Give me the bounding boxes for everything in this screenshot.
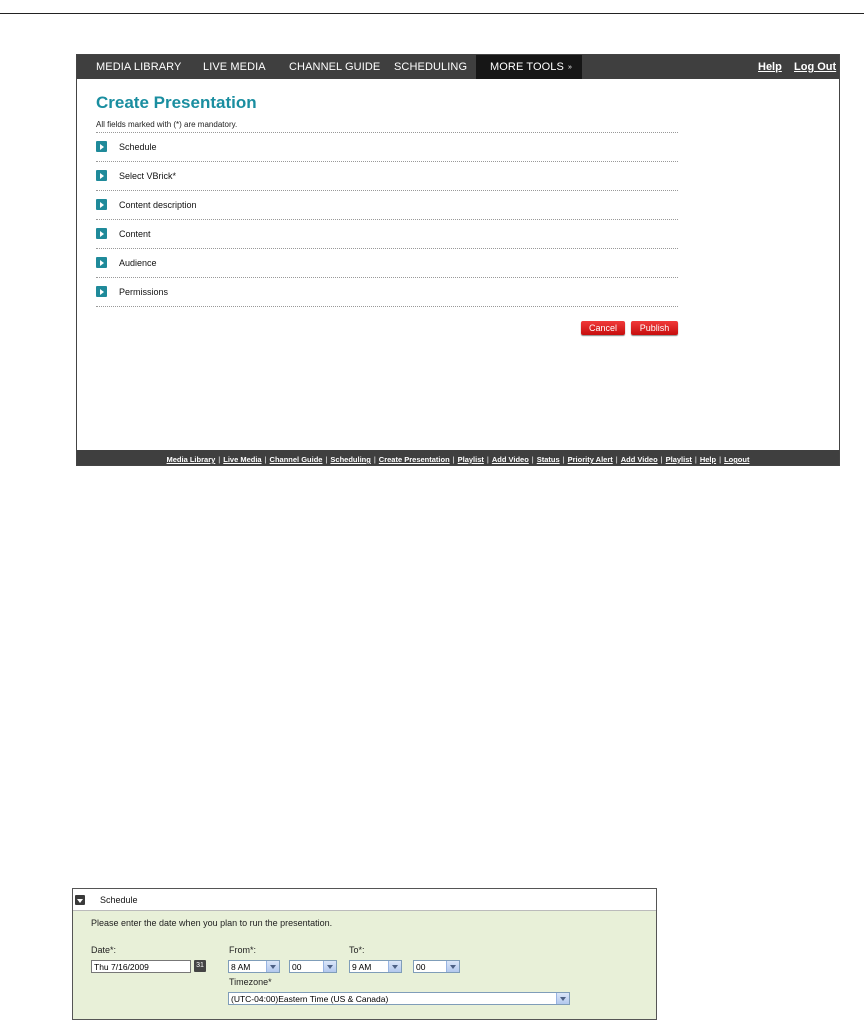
dropdown-arrow-icon — [323, 961, 336, 972]
footer-create-presentation[interactable]: Create Presentation — [378, 455, 450, 464]
expand-arrow-icon — [96, 286, 107, 297]
footer-media-library[interactable]: Media Library — [166, 455, 216, 464]
schedule-title: Schedule — [100, 895, 138, 905]
section-content[interactable] — [96, 220, 678, 249]
to-hour-value: 9 AM — [352, 962, 372, 972]
footer-separator: | — [264, 455, 267, 464]
nav-channel-guide[interactable]: CHANNEL GUIDE — [289, 61, 381, 73]
expand-arrow-icon — [96, 228, 107, 239]
section-label: Schedule — [119, 142, 157, 152]
footer-separator: | — [660, 455, 663, 464]
footer-scheduling[interactable]: Scheduling — [330, 455, 371, 464]
calendar-icon[interactable]: 31 — [194, 960, 206, 972]
footer-add-video-2[interactable]: Add Video — [620, 455, 658, 464]
dropdown-arrow-icon — [556, 993, 569, 1004]
footer-separator: | — [531, 455, 534, 464]
from-minute-value: 00 — [292, 962, 302, 972]
footer-logout[interactable]: Logout — [724, 455, 750, 464]
nav-more-tools[interactable] — [476, 55, 582, 79]
expand-arrow-icon — [96, 141, 107, 152]
nav-more-tools-label: MORE TOOLS — [490, 61, 564, 73]
dropdown-arrow-icon — [388, 961, 401, 972]
section-select-vbrick[interactable] — [96, 162, 678, 191]
footer-channel-guide[interactable]: Channel Guide — [269, 455, 323, 464]
help-link[interactable]: Help — [758, 61, 782, 73]
mandatory-note: All fields marked with (*) are mandatory. — [96, 120, 238, 129]
section-content-description[interactable] — [96, 191, 678, 220]
from-label: From*: — [229, 945, 256, 955]
section-label: Select VBrick* — [119, 171, 177, 181]
publish-button[interactable]: Publish — [631, 321, 678, 335]
top-navbar — [77, 55, 839, 79]
footer-separator: | — [615, 455, 618, 464]
dropdown-arrow-icon — [266, 961, 279, 972]
expand-arrow-icon — [96, 170, 107, 181]
nav-live-media[interactable]: LIVE MEDIA — [203, 61, 266, 73]
footer-add-video[interactable]: Add Video — [491, 455, 529, 464]
footer-separator: | — [218, 455, 221, 464]
date-field[interactable]: Thu 7/16/2009 — [91, 960, 191, 973]
timezone-select[interactable] — [228, 992, 570, 1005]
section-label: Audience — [119, 258, 157, 268]
section-list — [96, 132, 678, 307]
section-label: Permissions — [119, 287, 169, 297]
footer-priority-alert[interactable]: Priority Alert — [567, 455, 613, 464]
nav-media-library[interactable]: MEDIA LIBRARY — [96, 61, 182, 73]
footer-playlist-2[interactable]: Playlist — [665, 455, 692, 464]
footer-help[interactable]: Help — [699, 455, 717, 464]
footer-separator: | — [452, 455, 455, 464]
section-audience[interactable] — [96, 249, 678, 278]
create-presentation-screen — [76, 54, 840, 466]
timezone-label: Timezone* — [229, 977, 272, 987]
timezone-value: (UTC-04:00)Eastern Time (US & Canada) — [231, 994, 389, 1004]
to-minute-value: 00 — [416, 962, 426, 972]
page-top-rule — [0, 13, 864, 14]
from-hour-select[interactable] — [228, 960, 280, 973]
schedule-instructions: Please enter the date when you plan to run the presentation. — [91, 918, 333, 928]
from-hour-value: 8 AM — [231, 962, 251, 972]
page-title: Create Presentation — [96, 93, 257, 112]
footer-separator: | — [562, 455, 565, 464]
cancel-button[interactable]: Cancel — [581, 321, 625, 335]
footer-separator: | — [486, 455, 489, 464]
footer-status[interactable]: Status — [536, 455, 560, 464]
section-label: Content — [119, 229, 151, 239]
expand-arrow-icon — [96, 199, 107, 210]
footer-separator: | — [325, 455, 328, 464]
section-label: Content description — [119, 200, 197, 210]
to-minute-select[interactable] — [413, 960, 460, 973]
collapse-arrow-icon[interactable] — [75, 895, 85, 905]
more-tools-chevron-icon: » — [567, 64, 572, 71]
nav-scheduling[interactable]: SCHEDULING — [394, 61, 468, 73]
dropdown-arrow-icon — [446, 961, 459, 972]
from-minute-select[interactable] — [289, 960, 337, 973]
footer-separator: | — [719, 455, 722, 464]
footer-separator: | — [694, 455, 697, 464]
section-schedule[interactable] — [96, 133, 678, 162]
date-label: Date*: — [91, 945, 117, 955]
expand-arrow-icon — [96, 257, 107, 268]
logout-link[interactable]: Log Out — [794, 61, 837, 73]
to-label: To*: — [349, 945, 365, 955]
schedule-panel — [72, 888, 657, 1020]
section-permissions[interactable] — [96, 278, 678, 307]
footer-link-bar — [77, 450, 839, 465]
to-hour-select[interactable] — [349, 960, 402, 973]
footer-separator: | — [373, 455, 376, 464]
footer-live-media[interactable]: Live Media — [223, 455, 262, 464]
footer-playlist[interactable]: Playlist — [457, 455, 484, 464]
schedule-header[interactable] — [73, 889, 656, 911]
